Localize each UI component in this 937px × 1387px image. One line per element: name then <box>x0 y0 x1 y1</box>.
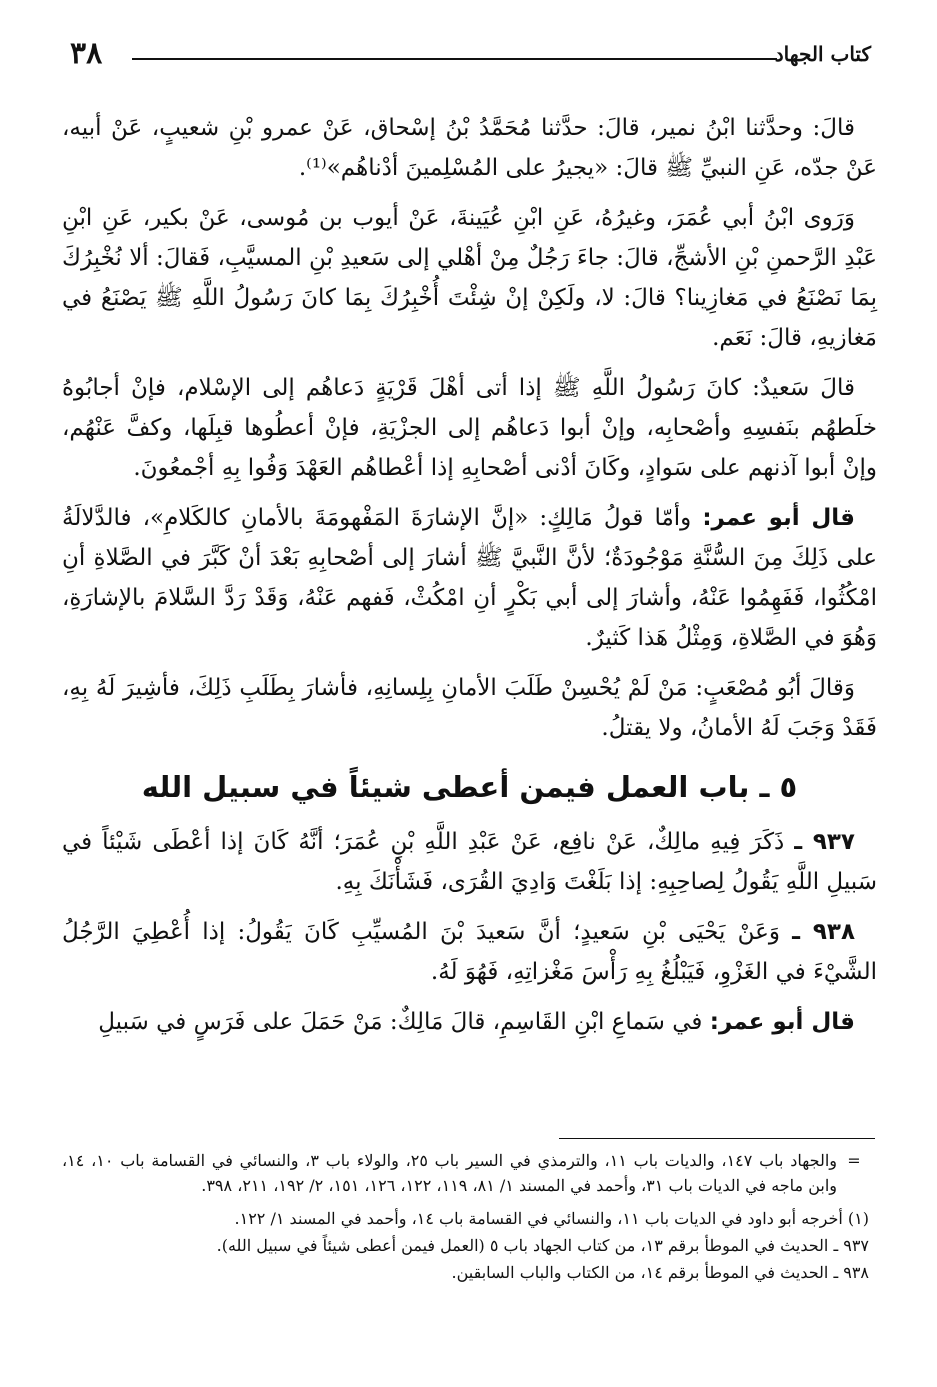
paragraph-5: وَقالَ أبُو مُصْعَبٍ: مَنْ لَمْ يُحْسِنْ طَلَبَ الأمانِ بِلِسانِهِ، فأشارَ بِطَلَبِ ذَلِكَ، فأشِيرَ لَهُ بِهِ، فَقَدْ وَجَبَ لَهُ الأمانُ، ولا يقتلُ. <box>62 675 877 741</box>
hadith-937 <box>62 822 877 902</box>
continuation-mark: = <box>847 1151 861 1170</box>
speaker-label: قال أبو عمر: <box>702 505 855 531</box>
paragraph-4-text: وأمّا قولُ مَالِكٍ: «إنَّ الإشارَةَ المَفْهومَةَ بالأمانِ كالكَلامِ»، فالدَّلالَةُ على ذَلِكَ مِنَ السُّنَّةِ مَوْجُودَةٌ؛ لأنَّ النَّبيَّ ﷺ أشارَ إلى أصْحابِهِ بَعْدَ أنْ كَبَّرَ في الصَّلاةِ أنِ امْكُثُوا، فَفَهِمُوا عَنْهُ، وأشارَ إلى أبي بَكْرٍ أنِ امْكُثْ، فَفهم عَنْهُ، وَقَدْ رَدَّ السَّلامَ بالإشارَةِ، وَهُوَ في الصَّلاةِ، وَمِثْلُ هَذا كَثيرٌ. <box>62 505 877 651</box>
page-header <box>70 36 871 76</box>
paragraph-1: قالَ: وحدَّثنا ابْنُ نمير، قالَ: حدَّثنا مُحَمَّدُ بْنُ إسْحاق، عَنْ عمرو بْنِ شعيبٍ، عَنْ أبيه، عَنْ جدّه، عَنِ النبيِّ ﷺ قالَ: «يجيرُ على المُسْلِمينَ أدْناهُم»⁽¹⁾. <box>62 115 877 181</box>
hadith-number: ٩٣٨ ـ <box>792 919 855 945</box>
footnote-937: ٩٣٧ ـ الحديث في الموطأ برقم ١٣، من كتاب الجهاد باب ٥ (العمل فيمن أعطى شيئاً في سبيل الله). <box>216 1236 869 1255</box>
hadith-937-text: ذَكَرَ فِيهِ مالِكٌ، عَنْ نافِع، عَنْ عَبْدِ اللَّهِ بْنِ عُمَرَ؛ أنَّهُ كَانَ إذا أعْطَى شَيْئاً في سَبيلِ اللَّهِ يَقُولُ لِصاحِبِهِ: إذا بَلَغْتَ وَادِيَ القُرَى، فَشَأْنَكَ بِهِ. <box>62 829 877 895</box>
chapter-heading: ٥ ـ باب العمل فيمن أعطى شيئاً في سبيل الله <box>141 770 798 804</box>
running-title: كتاب الجهاد <box>774 42 871 66</box>
footnote-rule <box>559 1138 875 1139</box>
hadith-number: ٩٣٧ ـ <box>794 829 855 855</box>
speaker-label: قال أبو عمر: <box>709 1009 855 1035</box>
main-text <box>62 108 877 1052</box>
paragraph-3: قالَ سَعيدٌ: كانَ رَسُولُ اللَّهِ ﷺ إذا أتى أهْلَ قَرْيَةٍ دَعاهُم إلى الإسْلام، فإنْ أجابُوهُ خلَطهُم بنَفسِهِ وأصْحابِه، وإنْ أبوا دَعاهُم إلى الجزْيَةِ، فإنْ أعطُوها قبِلَها، وكفَّ عَنْهُم، وإنْ أبوا آذنهم على سَوادٍ، وكَانَ أدْنى أصْحابِهِ إذا أعْطاهُم العَهْدَ وَفُوا بِهِ أجْمعُونَ. <box>62 375 877 481</box>
hadith-938-text: وَعَنْ يَحْيَى بْنِ سَعيدٍ؛ أنَّ سَعيدَ بْنَ المُسيِّبِ كَانَ يَقُولُ: إذا أُعْطِيَ الرَّجُلُ الشَّيْءَ في الغَزْوِ، فَيَبْلُغُ بِهِ رَأْسَ مَغْزاتِهِ، فَهُوَ لَهُ. <box>62 919 877 985</box>
page-number: ٣٨ <box>70 36 103 71</box>
footnote-continuation-text: والجهاد باب ١٤٧، والديات باب ١١، والترمذي في السير باب ٢٥، والولاء باب ٣، والنسائي في القسامة باب ١٠، ١٤، وابن ماجه في الديات باب ٣١، وأحمد في المسند ١/ ٨١، ١١٩، ١٢٢، ١٢٦، ١٥١، ٢/ ١٩٢، ٢١١، ٣٩٨. <box>62 1151 838 1195</box>
paragraph-2: وَرَوى ابْنُ أبي عُمَرَ، وغيرُهُ، عَنِ ابْنِ عُيَينةَ، عَنْ أيوب بن مُوسى، عَنْ بكير، عَنِ ابْنِ عَبْدِ الرَّحمنِ بْنِ الأشجِّ، قالَ: جاءَ رَجُلٌ مِنْ أهْلي إلى سَعيدِ بْنِ المسيَّبِ، فَقالَ: ألا نُخْبِرُكَ بِمَا نَصْنَعُ في مَغازِينا؟ قالَ: لا، ولَكِنْ إنْ شِئْتَ أُخْبِرُكَ بِمَا كانَ رَسُولُ اللَّهِ ﷺ يَصْنَعُ في مَغازيهِ، قالَ: نَعَم. <box>62 205 877 351</box>
paragraph-6-text: في سَماعِ ابْنِ القَاسِمِ، قالَ مَالِكٌ: مَنْ حَمَلَ على فَرَسٍ في سَبيلِ <box>98 1009 703 1035</box>
paragraph-4 <box>62 498 877 658</box>
footnotes <box>62 1148 871 1287</box>
paragraph-6 <box>62 1002 877 1042</box>
footnote-938: ٩٣٨ ـ الحديث في الموطأ برقم ١٤، من الكتاب والباب السابقين. <box>451 1263 869 1282</box>
hadith-938 <box>62 912 877 992</box>
footnote-1: (١) أخرجه أبو داود في الديات باب ١١، والنسائي في القسامة باب ١٤، وأحمد في المسند ١/ ١٢٢. <box>234 1209 869 1228</box>
header-rule <box>132 58 777 60</box>
footnote-continuation <box>62 1148 871 1198</box>
